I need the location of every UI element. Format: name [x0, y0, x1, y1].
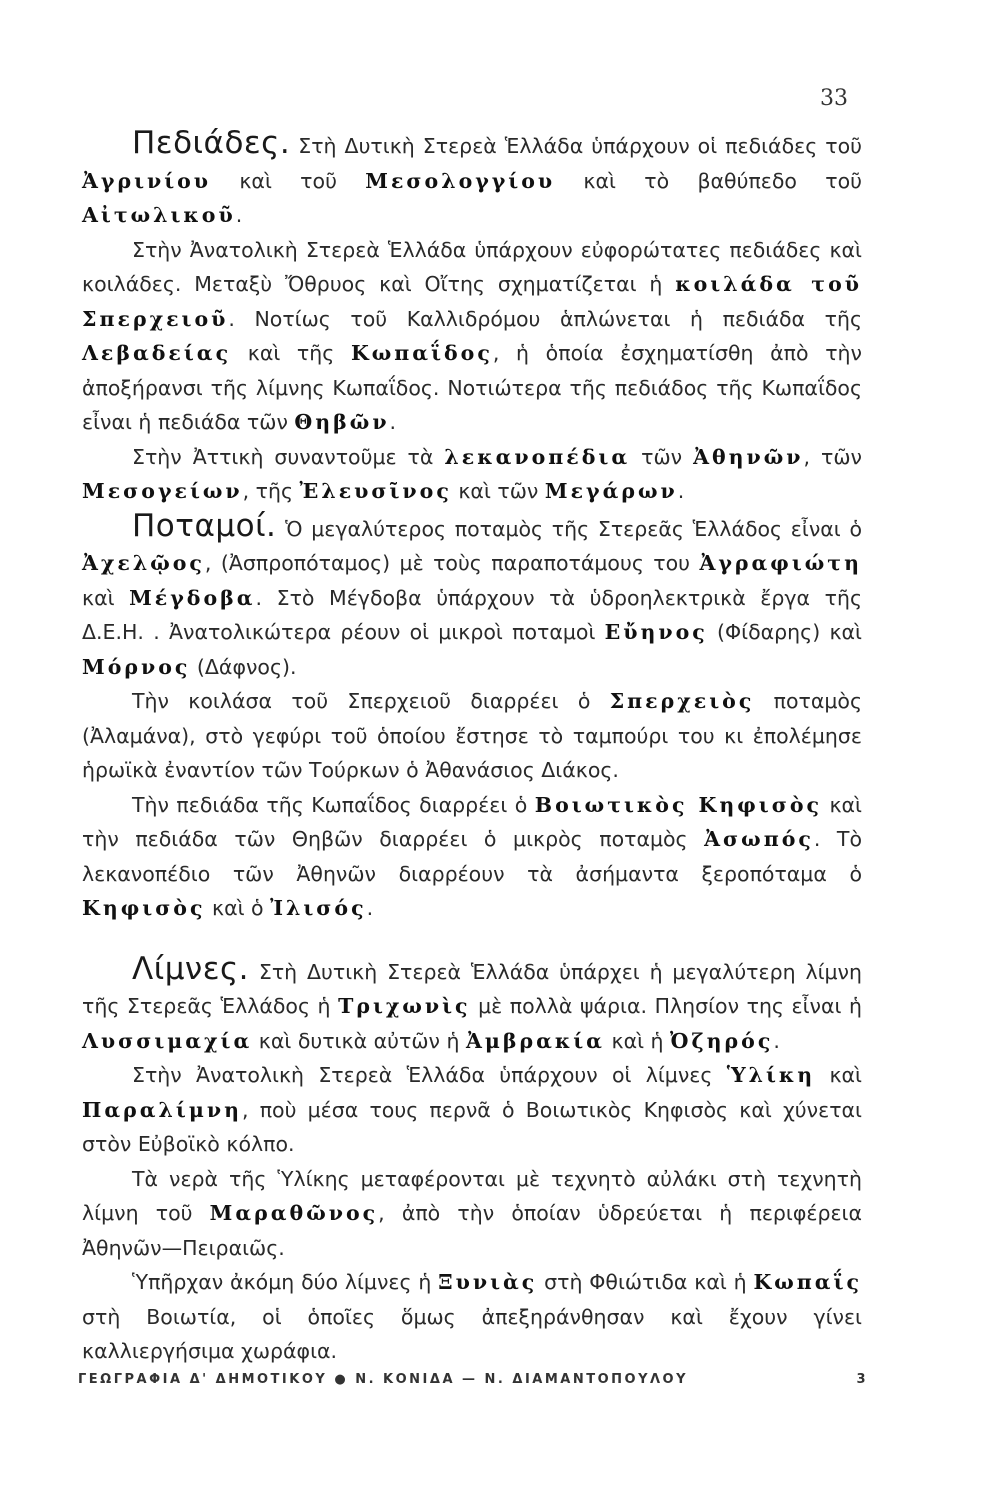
rivers-paragraph-1: Ποταμοί. Ὁ μεγαλύτερος ποταμὸς τῆς Στερεᾶς Ἑλλάδος εἶναι ὁ Ἀχελῷος, (Ἀσπροπόταμος) μὲ τοὺς παραποτάμους του Ἀγραφιώτη καὶ Μέγδοβα. Στὸ Μέγδοβα ὑπάρχουν τὰ ὑδροηλεκτρικὰ ἔργα τῆς Δ.Ε.Η. . Ἀνατολικώτερα ρέουν οἱ μικροὶ ποταμοὶ Εὔηνος (Φίδαρης) καὶ Μόρνος (Δάφνος).	[82, 507, 862, 679]
footer-title: ΓΕΩΓΡΑΦΙΑ Δ' ΔΗΜΟΤΙΚΟΥ ● Ν. ΚΟΝΙΔΑ — Ν. ΔΙΑΜΑΝΤΟΠΟΥΛΟΥ	[78, 1372, 689, 1387]
body-text	[82, 126, 862, 1369]
plains-paragraph-1: Πεδιάδες. Στὴ Δυτικὴ Στερεὰ Ἑλλάδα ὑπάρχουν οἱ πεδιάδες τοῦ Ἀγρινίου καὶ τοῦ Μεσολογγίου καὶ τὸ βαθύπεδο τοῦ Αἰτωλικοῦ.	[82, 125, 863, 227]
section-title-plains: Πεδιάδες.	[132, 125, 291, 161]
footer-signature-number: 3	[856, 1372, 868, 1387]
rivers-paragraph-2: Τὴν κοιλάσα τοῦ Σπερχειοῦ διαρρέει ὁ Σπερχειὸς ποταμὸς (Ἀλαμάνα), στὸ γεφύρι τοῦ ὁποίου ἔστησε τὸ ταμπούρι του κι ἐπολέμησε ἡρωϊκὰ ἐναντίον τῶν Τούρκων ὁ Ἀθανάσιος Διάκος.	[82, 689, 862, 782]
lakes-paragraph-4: Ὑπῆρχαν ἀκόμη δύο λίμνες ἡ Ξυνιὰς στὴ Φθιώτιδα καὶ ἡ Κωπαΐς στὴ Βοιωτία, οἱ ὁποῖες ὅμως ἀπεξηράνθησαν καὶ ἔχουν γίνει καλλιεργήσιμα χωράφια.	[82, 1270, 862, 1363]
plains-paragraph-3: Στὴν Ἀττικὴ συναντοῦμε τὰ λεκανοπέδια τῶν Ἀθηνῶν, τῶν Μεσογείων, τῆς Ἐλευσῖνος καὶ τῶν Μεγάρων.	[82, 444, 862, 503]
rivers-paragraph-3: Τὴν πεδιάδα τῆς Κωπαΐδος διαρρέει ὁ Βοιωτικὸς Κηφισὸς καὶ τὴν πεδιάδα τῶν Θηβῶν διαρρέει ὁ μικρὸς ποταμὸς Ἀσωπός. Τὸ λεκανοπέδιο τῶν Ἀθηνῶν διαρρέουν τὰ ἀσήμαντα ξεροπόταμα ὁ Κηφισὸς καὶ ὁ Ἰλισός.	[82, 792, 862, 920]
page-number: 33	[820, 86, 848, 111]
lakes-paragraph-2: Στὴν Ἀνατολικὴ Στερεὰ Ἑλλάδα ὑπάρχουν οἱ λίμνες Ὑλίκη καὶ Παραλίμνη, ποὺ μέσα τους περνᾶ ὁ Βοιωτικὸς Κηφισὸς καὶ χύνεται στὸν Εὐβοϊκὸ κόλπο.	[82, 1063, 862, 1156]
section-title-lakes: Λίμνες.	[132, 950, 250, 987]
section-gap	[82, 926, 862, 952]
lakes-paragraph-3: Τὰ νερὰ τῆς Ὑλίκης μεταφέρονται μὲ τεχνητὸ αὐλάκι στὴ τεχνητὴ λίμνη τοῦ Μαραθῶνος, ἀπὸ τὴν ὁποίαν ὑδρεύεται ἡ περιφέρεια Ἀθηνῶν—Πειραιῶς.	[82, 1166, 862, 1260]
lakes-paragraph-1: Λίμνες. Στὴ Δυτικὴ Στερεὰ Ἑλλάδα ὑπάρχει ἡ μεγαλύτερη λίμνη τῆς Στερεᾶς Ἑλλάδος ἡ Τριχωνὶς μὲ πολλὰ ψάρια. Πλησίον της εἶναι ἡ Λυσσιμαχία καὶ δυτικὰ αὐτῶν ἡ Ἀμβρακία καὶ ἡ Ὀζηρός.	[82, 950, 863, 1053]
plains-paragraph-2: Στὴν Ἀνατολικὴ Στερεὰ Ἑλλάδα ὑπάρχουν εὐφορώτατες πεδιάδες καὶ κοιλάδες. Μεταξὺ Ὄθρυος καὶ Οἴτης σχηματίζεται ἡ κοιλάδα τοῦ Σπερχειοῦ. Νοτίως τοῦ Καλλιδρόμου ἁπλώνεται ἡ πεδιάδα τῆς Λεβαδείας καὶ τῆς Κωπαΐδος, ἡ ὁποία ἐσχηματίσθη ἀπὸ τὴν ἀποξήρανσι τῆς λίμνης Κωπαΐδος. Νοτιώτερα τῆς πεδιάδος τῆς Κωπαΐδος εἶναι ἡ πεδιάδα τῶν Θηβῶν.	[82, 237, 862, 434]
section-title-rivers: Ποταμοί.	[132, 507, 277, 544]
page-footer	[78, 1372, 868, 1387]
